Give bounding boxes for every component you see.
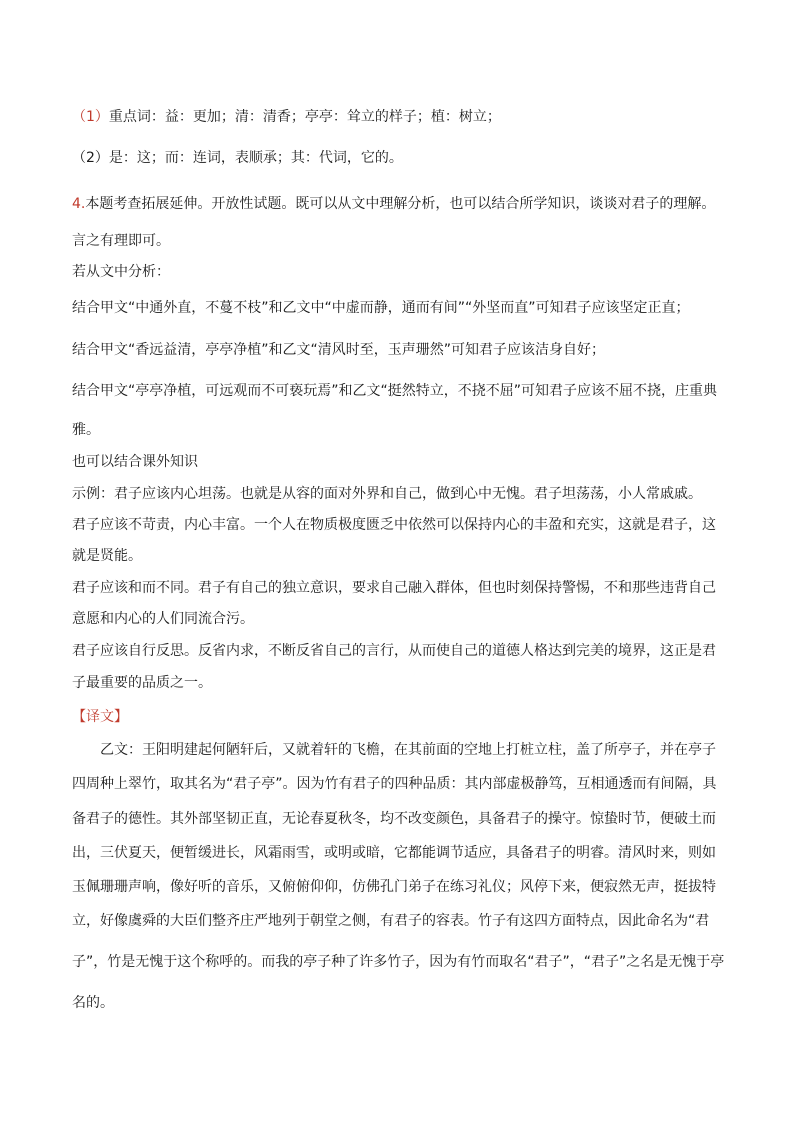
- paragraph-8: 也可以结合课外知识: [72, 454, 198, 470]
- paragraph-text: 是：这；而：连词，表顺承；其：代词，它的。: [108, 150, 403, 166]
- paragraph-3-continued: 言之有理即可。: [72, 233, 170, 249]
- paragraph-12: 君子应该自行反思。反省内求，不断反省自己的言行，从而使自己的道德人格达到完美的境界，这正是君: [72, 643, 716, 659]
- paragraph-5: 结合甲文“中通外直，不蔓不枝”和乙文中“中虚而静，通而有间”“外坚而直”可知君子应该坚定正直；: [72, 300, 690, 316]
- paragraph-text: 重点词：益：更加；清：清香；亭亭：耸立的样子；植：树立；: [108, 109, 501, 125]
- translation-line-4: 出，三伏夏天，便暂缓进长，风霜雨雪，或明或暗，它都能调节适应，具备君子的明睿。清风时来，则如: [72, 845, 716, 861]
- paragraph-11: 君子应该和而不同。君子有自己的独立意识，要求自己融入群体，但也时刻保持警惕，不和那些违背自己: [72, 580, 716, 596]
- paragraph-10-continued: 就是贤能。: [72, 548, 142, 564]
- paragraph-7-continued: 雅。: [72, 422, 100, 438]
- paragraph-10: 君子应该不苛责，内心丰富。一个人在物质极度匮乏中依然可以保持内心的丰盈和充实，这就是君子，这: [72, 517, 716, 533]
- paragraph-text: 本题考查拓展延伸。开放性试题。既可以从文中理解分析，也可以结合所学知识，谈谈对君子的理解。: [85, 196, 716, 212]
- translation-line-5: 玉佩珊珊声响，像好听的音乐，又俯俯仰仰，仿佛孔门弟子在练习礼仪；风停下来，便寂然无声，挺拔特: [72, 879, 716, 895]
- paragraph-11-continued: 意愿和内心的人们同流合污。: [72, 611, 254, 627]
- paragraph-2: [72, 148, 403, 168]
- paragraph-9: 示例：君子应该内心坦荡。也就是从容的面对外界和自己，做到心中无愧。君子坦荡荡，小人常戚戚。: [72, 486, 702, 502]
- paragraph-12-continued: 子最重要的品质之一。: [72, 675, 212, 691]
- paragraph-3: [72, 194, 715, 214]
- translation-line-7: 子”，竹是无愧于这个称呼的。而我的亭子种了许多竹子，因为有竹而取名“君子”，“君子”之名是无愧于亭: [72, 954, 725, 970]
- paragraph-6: 结合甲文“香远益清，亭亭净植”和乙文“清风时至，玉声珊然”可知君子应该洁身自好；: [72, 342, 606, 358]
- paragraph-1: [72, 107, 501, 127]
- paragraph-7: 结合甲文“亭亭净植，可远观而不可亵玩焉”和乙文“挺然特立，不挠不屈”可知君子应该不屈不挠，庄重典: [72, 383, 718, 399]
- translation-line-3: 备君子的德性。其外部坚韧正直，无论春夏秋冬，均不改变颜色，具备君子的操守。惊蛰时节，便破土而: [72, 811, 716, 827]
- paragraph-4: 若从文中分析：: [72, 264, 170, 280]
- section-heading: 【译文】: [72, 709, 128, 725]
- translation-line-8: 名的。: [72, 995, 114, 1011]
- translation-line-6: 立，好像虞舜的大臣们整齐庄严地列于朝堂之侧，有君子的容表。竹子有这四方面特点，因此命名为“君: [72, 913, 710, 929]
- item-number: （2）: [72, 150, 109, 166]
- translation-line-1: 乙文：王阳明建起何陋轩后，又就着轩的飞檐，在其前面的空地上打桩立柱，盖了所亭子，并在亭子: [100, 742, 716, 758]
- item-number: （1）: [72, 109, 109, 125]
- item-number: 4.: [72, 196, 86, 212]
- translation-line-2: 四周种上翠竹，取其名为“君子亭”。因为竹有君子的四种品质：其内部虚极静笃，互相通透而有间隔，具: [72, 776, 717, 792]
